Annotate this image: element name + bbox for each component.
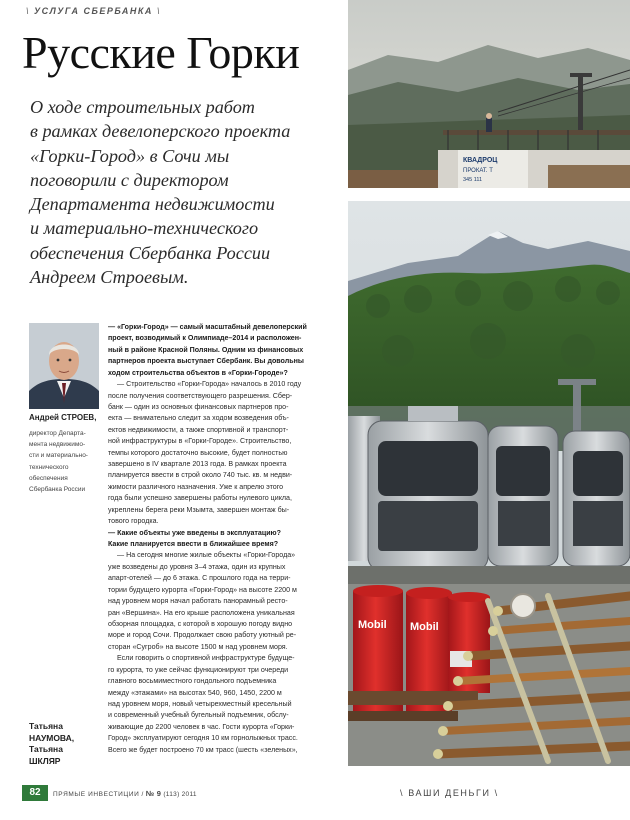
answer-line: го курорта, то уже сейчас функционируют три очереди	[108, 665, 289, 674]
answer-line: укреплены берега реки Мзымта, завершен монтаж бы-	[108, 505, 290, 514]
answer-line: Если говорить о спортивной инфраструктуре будуще-	[117, 654, 295, 663]
answer-line: ной инфраструктуры в «Горки-Городе». Строительство,	[108, 437, 292, 446]
question-line: партнеров проекта выступает Сбербанк. Вы довольны	[108, 357, 304, 366]
photo-sign-line-3: 345 111	[463, 177, 483, 183]
answer-line: море и город Сочи. Продолжает свою работу уютный ре-	[108, 631, 297, 640]
question-line: проект, возводимый к Олимпиаде–2014 и расположен-	[108, 334, 302, 343]
barrel-brand-1: Mobil	[358, 619, 387, 631]
answer-line: — На сегодня многие жилые объекты «Горки-Города»	[117, 551, 296, 560]
answer-line: Всего же будет построено 70 км трасс (шесть «зеленых»,	[108, 745, 298, 754]
question-line: Какие планируется ввести в ближайшее время?	[108, 540, 279, 549]
question-line: — Какие объекты уже введены в эксплуатацию?	[108, 528, 281, 537]
article-authors: Татьяна НАУМОВА, Татьяна ШКЛЯР	[29, 721, 75, 766]
answer-line: над уровнем моря начал работать панорамный ресто-	[108, 597, 288, 606]
answer-line: главного восьмиместного гондольного подъемника	[108, 677, 277, 686]
answer-line: сторан «Сугроб» на высоте 1500 м над уровнем моря.	[108, 642, 288, 651]
answer-line: — Строительство «Горки-Города» началось в 2010 году	[117, 380, 302, 389]
answer-line: темпы которого достаточно высокие, будет полностью	[108, 448, 288, 457]
answer-line: года были успешно завершены работы нулевого цикла,	[108, 494, 292, 503]
answer-line: и современный учебный бугельный подъемник, обслу-	[108, 711, 289, 720]
publication-info: ПРЯМЫЕ ИНВЕСТИЦИИ / № 9 (113) 2011	[53, 789, 197, 798]
page-number: 82	[22, 785, 48, 801]
interviewee-role: директор Департа- мента недвижимо- сти и материально- технического обеспечения Сбербанка России	[29, 430, 88, 494]
article-body	[108, 322, 341, 756]
photo-gondolas-construction	[348, 201, 630, 766]
answer-line: обзорная площадка, с которой в хорошую погоду видно	[108, 619, 293, 628]
answer-line: екта — внимательно следит за ходом возведения объ-	[108, 414, 289, 423]
answer-line: после получения соответствующего разрешения. Сбер-	[108, 391, 293, 400]
answer-line: тового городка.	[108, 517, 159, 526]
article-title: Русские Горки	[22, 27, 300, 78]
question-line: ный в районе Красной Поляны. Одним из финансовых	[108, 345, 304, 354]
photo-sign-line-2: ПРОКАТ. Т	[463, 168, 493, 174]
page-footer	[0, 785, 630, 807]
interviewee-name: Андрей СТРОЕВ,	[29, 413, 97, 422]
portrait-photo	[29, 323, 99, 409]
question-line: ходом строительства объектов в «Горки-Городе»?	[108, 368, 288, 377]
answer-line: между «этажами» на высотах 540, 960, 1450, 2200 м	[108, 688, 282, 697]
answer-line: жимости различного назначения. Уже к апрелю этого	[108, 482, 284, 491]
answer-line: уже возведены до уровня 3–4 этажа, один из крупных	[108, 562, 286, 571]
answer-line: планируется ввести в строй около 740 тыс. кв. м недви-	[108, 471, 293, 480]
photo-sign-line-1: КВАДРОЦ	[463, 157, 498, 164]
answer-line: ектов недвижимости, а также спортивной и транспорт-	[108, 425, 289, 434]
answer-line: банк — один из основных финансовых партнеров про-	[108, 402, 289, 411]
answer-line: над уровнем моря, новый четырехместный кресельный	[108, 699, 292, 708]
question-line: — «Горки-Город» — самый масштабный девелоперский	[108, 323, 307, 331]
answer-line: тории будущего курорта «Горки-Город» на высоте 2200 м	[108, 585, 297, 594]
barrel-brand-2: Mobil	[410, 621, 439, 633]
article-lead: О ходе строительных работ в рамках девелоперского проекта «Горки-Город» в Сочи мы поговорили с директором Департамента недвижимости и материально-технического обеспечения Сбербанка России Андреем Строевым.	[30, 97, 291, 288]
answer-line: апарт-отелей — до 6 этажа. С прошлого года на терри-	[108, 574, 291, 583]
answer-line: завершено в IV квартале 2013 года. В рамках проекта	[108, 460, 287, 469]
answer-line: живающие до 2200 человек в час. Гости курорта «Горки-	[108, 722, 295, 731]
photo-cable-car-station	[348, 0, 630, 188]
answer-line: ран «Вершина». На его крыше расположена уникальная	[108, 608, 295, 617]
section-tag: \ УСЛУГА СБЕРБАНКА \	[26, 6, 161, 16]
section-footer-tag: \ ВАШИ ДЕНЬГИ \	[400, 788, 499, 798]
answer-line: Город» эксплуатируют сегодня 10 км горнолыжных трасс.	[108, 734, 298, 743]
